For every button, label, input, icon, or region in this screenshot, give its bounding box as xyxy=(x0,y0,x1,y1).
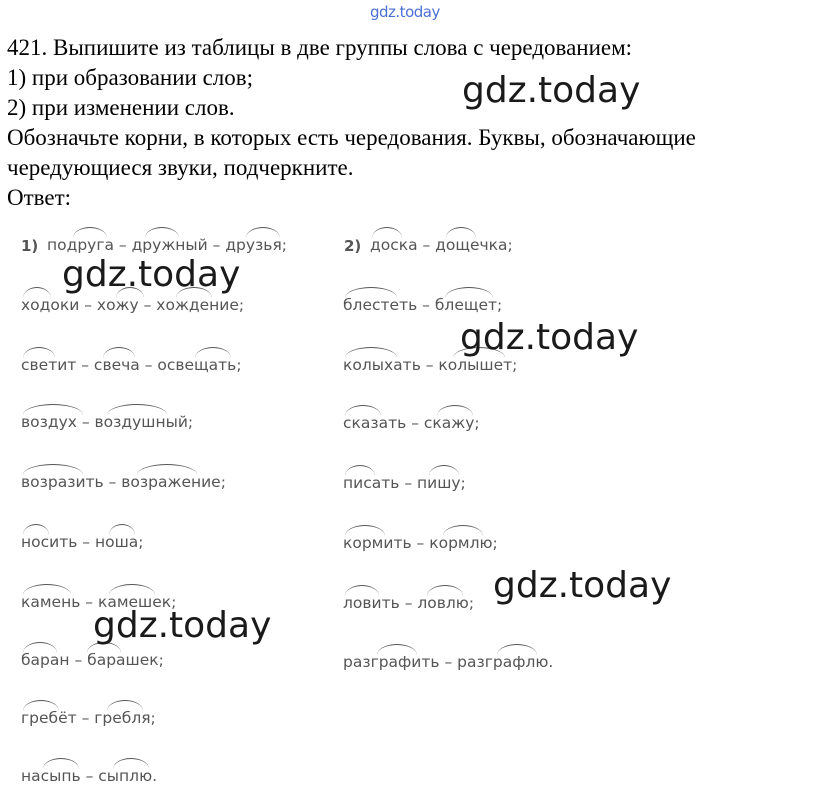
root-arc xyxy=(145,227,179,238)
group-2-item xyxy=(370,236,513,254)
group-1-number: 1) xyxy=(21,237,39,255)
item-text: колыхать – колышет; xyxy=(343,356,518,374)
item-text: гребёт – гребля; xyxy=(21,709,156,727)
root-arc xyxy=(437,405,473,416)
item-text: ловить – ловлю; xyxy=(343,594,475,612)
root-arc xyxy=(445,287,493,298)
group-2-number: 2) xyxy=(344,237,362,255)
root-arc xyxy=(23,642,57,653)
item-text: ходоки – хожу – хождение; xyxy=(21,296,245,314)
item-text: сказать – скажу; xyxy=(343,414,480,432)
root-arc xyxy=(23,464,83,475)
root-arc xyxy=(345,465,375,476)
item-text: блестеть – блещет; xyxy=(343,296,503,314)
task-line: Обозначьте корни, в которых есть чередования. Буквы, обозначающие xyxy=(7,125,696,150)
root-arc xyxy=(345,585,379,596)
task-line: чередующиеся звуки, подчеркните. xyxy=(7,155,354,180)
task-text xyxy=(7,33,822,213)
root-arc xyxy=(345,287,397,298)
root-arc xyxy=(497,644,537,655)
root-arc xyxy=(195,347,231,358)
item-text: светит – свеча – освещать; xyxy=(21,356,242,374)
group-1-item xyxy=(21,356,242,374)
watermark: gdz.today xyxy=(462,70,641,111)
item-text: воздух – воздушный; xyxy=(21,413,194,431)
root-arc xyxy=(429,465,459,476)
root-arc xyxy=(23,524,49,535)
group-1-item xyxy=(21,767,157,785)
root-arc xyxy=(109,584,155,595)
root-arc xyxy=(345,405,381,416)
item-text: писать – пишу; xyxy=(343,474,466,492)
group-2-item xyxy=(343,534,498,552)
root-arc xyxy=(446,227,476,238)
root-arc xyxy=(23,700,59,711)
item-text: насыпь – сыплю. xyxy=(21,767,158,785)
root-arc xyxy=(443,525,483,536)
root-arc xyxy=(345,347,397,358)
root-arc xyxy=(345,525,385,536)
root-arc xyxy=(113,758,149,769)
root-arc xyxy=(107,404,167,415)
item-text: подруга – дружный – друзья; xyxy=(47,236,287,254)
item-text: кормить – кормлю; xyxy=(343,534,498,552)
root-arc xyxy=(43,758,79,769)
item-text: носить – ноша; xyxy=(21,533,144,551)
root-arc xyxy=(427,585,463,596)
group-2-item xyxy=(343,356,517,374)
root-arc xyxy=(137,464,197,475)
task-line: 1) при образовании слов; xyxy=(7,65,254,90)
group-2-item xyxy=(343,474,466,492)
root-arc xyxy=(109,524,135,535)
group-1-item xyxy=(21,709,156,727)
root-arc xyxy=(377,644,417,655)
group-2-item xyxy=(343,594,474,612)
root-arc xyxy=(372,227,402,238)
root-arc xyxy=(23,347,55,358)
item-text: доска – дощечка; xyxy=(370,236,513,254)
group-2-item xyxy=(343,414,480,432)
group-1-item xyxy=(21,413,193,431)
group-1-item xyxy=(21,651,164,669)
watermark: gdz.today xyxy=(93,605,272,646)
group-1-item xyxy=(21,473,226,491)
root-arc xyxy=(23,584,71,595)
root-arc xyxy=(246,227,280,238)
group-1-item xyxy=(47,236,287,254)
root-arc xyxy=(103,347,135,358)
task-line: 421. Выпишите из таблицы в две группы слова с чередованием: xyxy=(7,35,633,60)
root-arc xyxy=(73,227,107,238)
item-text: возразить – возражение; xyxy=(21,473,226,491)
watermark: gdz.today xyxy=(493,565,672,606)
watermark: gdz.today xyxy=(62,254,241,295)
watermark: gdz.today xyxy=(460,317,639,358)
task-line: 2) при изменении слов. xyxy=(7,95,235,120)
group-2-item xyxy=(343,653,553,671)
group-2-item xyxy=(343,296,502,314)
root-arc xyxy=(107,700,143,711)
root-arc xyxy=(23,287,51,298)
item-text: баран – барашек; xyxy=(21,651,164,669)
item-text: камень – камешек; xyxy=(21,593,177,611)
site-watermark-top: gdz.today xyxy=(370,3,440,21)
task-line: Ответ: xyxy=(7,185,72,210)
group-1-item xyxy=(21,533,144,551)
group-1-item xyxy=(21,296,244,314)
root-arc xyxy=(23,404,83,415)
item-text: разграфить – разграфлю. xyxy=(343,653,554,671)
